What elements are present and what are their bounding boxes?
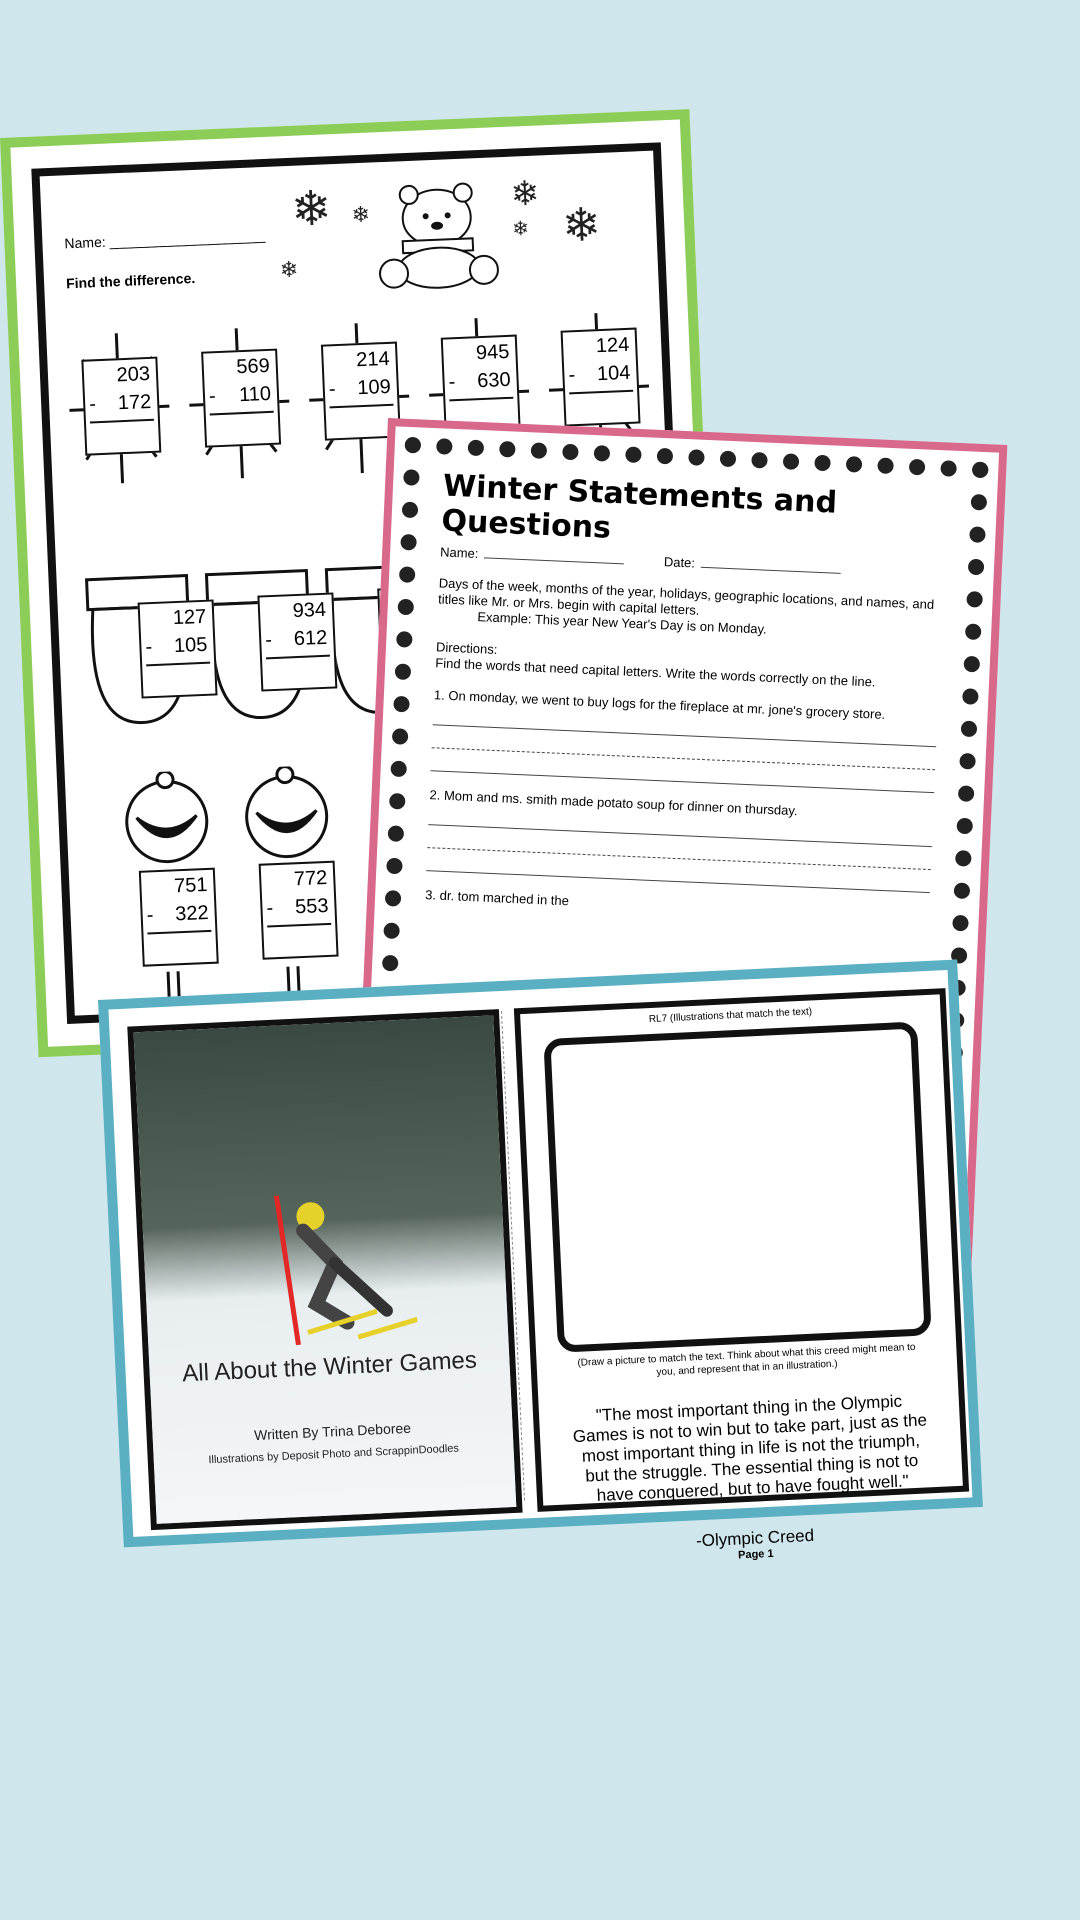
name-label: Name: bbox=[439, 544, 479, 562]
subtrahend: 553 bbox=[294, 894, 329, 919]
subtrahend: 109 bbox=[356, 375, 392, 400]
instructions: Find the difference. bbox=[65, 269, 196, 292]
answer-line bbox=[266, 655, 330, 660]
name-field: Name: ____________________ bbox=[64, 226, 266, 252]
name-blank bbox=[484, 557, 624, 564]
minus-sign: - bbox=[144, 636, 153, 659]
minus-sign: - bbox=[146, 904, 154, 927]
minus-sign: - bbox=[208, 385, 217, 408]
subtraction-problem bbox=[441, 335, 521, 434]
date-label: Date: bbox=[663, 554, 696, 571]
example-text: Example: This year New Year's Day is on Monday. bbox=[477, 609, 768, 637]
minuend: 751 bbox=[173, 873, 208, 898]
subtrahend: 105 bbox=[173, 633, 208, 658]
snowflake-icon: ❄ bbox=[509, 173, 541, 215]
minuend: 124 bbox=[595, 333, 630, 358]
subtrahend: 172 bbox=[117, 390, 152, 415]
snowflake-icon: ❄ bbox=[279, 257, 299, 284]
subtraction-problem bbox=[138, 599, 218, 698]
minus-sign: - bbox=[448, 371, 456, 394]
answer-line bbox=[569, 390, 633, 395]
snowflake-icon: ❄ bbox=[561, 196, 602, 253]
book-author: Written By Trina Deboree bbox=[253, 1419, 412, 1444]
book-page bbox=[514, 988, 969, 1562]
answer-line bbox=[146, 662, 210, 667]
drawing-box bbox=[543, 1021, 931, 1352]
answer-line bbox=[147, 930, 211, 935]
minuend: 772 bbox=[293, 866, 328, 891]
minus-sign: - bbox=[567, 364, 576, 387]
snowflake-icon: ❄ bbox=[351, 202, 371, 229]
subtraction-problem bbox=[561, 328, 641, 427]
skier-illustration bbox=[251, 1189, 418, 1346]
subtraction-problem bbox=[259, 861, 339, 960]
minuend: 934 bbox=[292, 598, 327, 623]
subtrahend: 322 bbox=[174, 901, 210, 926]
snowflake-icon: ❄ bbox=[290, 180, 333, 238]
book-credit: Illustrations by Deposit Photo and ScrappinDoodles bbox=[208, 1442, 460, 1467]
answer-line bbox=[330, 404, 394, 409]
subtrahend: 110 bbox=[238, 382, 272, 407]
page-header: RL7 (Illustrations that match the text) bbox=[648, 1006, 813, 1026]
answer-line bbox=[210, 411, 274, 416]
snowflake-icon: ❄ bbox=[511, 215, 530, 241]
worksheet-content bbox=[425, 468, 947, 924]
subtraction-problem bbox=[257, 592, 337, 691]
minuend: 203 bbox=[116, 362, 151, 387]
page-number: Page 1 bbox=[737, 1547, 774, 1562]
minus-sign: - bbox=[328, 378, 336, 401]
answer-line bbox=[449, 397, 513, 402]
book-title: All About the Winter Games bbox=[181, 1346, 478, 1388]
minuend: 945 bbox=[475, 340, 510, 365]
winter-games-booklet bbox=[98, 959, 983, 1562]
subtraction-problem bbox=[139, 868, 219, 967]
answer-line bbox=[90, 419, 154, 424]
minus-sign: - bbox=[266, 897, 274, 920]
directions-label: Directions: bbox=[435, 639, 498, 657]
worksheet-title: Winter Statements and Questions bbox=[440, 468, 838, 546]
minuend: 127 bbox=[172, 605, 207, 630]
question-3: 3. dr. tom marched in the bbox=[424, 887, 570, 909]
subtrahend: 104 bbox=[596, 361, 631, 386]
quote-attribution: -Olympic Creed bbox=[695, 1525, 815, 1551]
minuend: 569 bbox=[235, 354, 271, 379]
subtrahend: 630 bbox=[476, 368, 512, 393]
minus-sign: - bbox=[264, 629, 273, 652]
minus-sign: - bbox=[88, 393, 97, 416]
subtrahend: 612 bbox=[293, 626, 328, 651]
olympic-quote: "The most important thing in the Olympic Games is not to win but to take part, just as the most important thing in life is not the triumph, but the struggle. The essential thing is not to have conquered, but to have fought well." bbox=[572, 1391, 928, 1506]
directions-text: Find the words that need capital letters. Write the words correctly on the line. bbox=[435, 655, 876, 690]
question-1: 1. On monday, we went to buy logs for the fireplace at mr. jone's grocery store. bbox=[433, 687, 886, 722]
minuend: 214 bbox=[355, 347, 391, 372]
question-2: 2. Mom and ms. smith made potato soup for dinner on thursday. bbox=[429, 787, 798, 819]
subtraction-problem bbox=[201, 349, 281, 448]
subtraction-problem bbox=[81, 357, 161, 456]
book-cover bbox=[127, 1009, 522, 1530]
polar-bear-illustration bbox=[370, 177, 504, 292]
date-blank bbox=[701, 567, 841, 574]
rule-text: Days of the week, months of the year, holidays, geographic locations, and names, and titles like Mr. or Mrs. begin with capital letters. bbox=[437, 575, 935, 618]
answer-line bbox=[267, 923, 331, 928]
drawing-instructions: (Draw a picture to match the text. Think about what this creed might mean to you, and represent that in an illustration.) bbox=[577, 1341, 916, 1379]
